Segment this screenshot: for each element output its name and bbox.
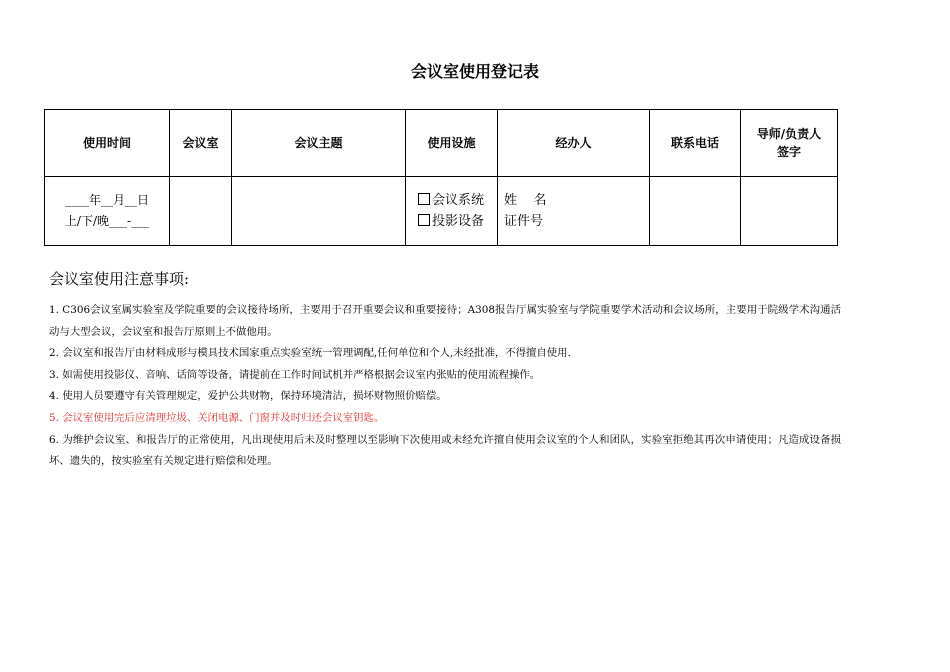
- equipment-option-projector[interactable]: [418, 211, 497, 232]
- header-supervisor-line1: 导师/负责人: [756, 127, 822, 141]
- header-equipment: 使用设施: [406, 110, 498, 177]
- notes-heading: 会议室使用注意事项:: [49, 270, 190, 288]
- registration-table: [44, 109, 838, 246]
- handler-name-label: 姓 名: [504, 193, 547, 208]
- note-item-6: 6. 为维护会议室、和报告厅的正常使用，凡出现使用后未及时整理以至影响下次使用或未经允许擅自使用会议室的个人和团队，实验室拒绝其再次申请使用；凡造成设备损坏、遗失的，按实验室有关规定进行赔偿和处理。: [49, 433, 841, 468]
- note-item-2: 2. 会议室和报告厅由材料成形与模具技术国家重点实验室统一管理调配,任何单位和个人,未经批准，不得擅自使用.: [49, 347, 571, 360]
- handler-id-label: 证件号: [504, 214, 544, 229]
- date-blank: ____年__月__日: [64, 193, 149, 207]
- note-item-1: 1. C306会议室属实验室及学院重要的会议接待场所，主要用于召开重要会议和重要接待；A308报告厅属实验室与学院重要学术活动和会议场所，主要用于院级学术沟通活动与大型会议，会议室和报告厅原则上不做他用。: [49, 304, 841, 338]
- notes-list: [49, 300, 841, 473]
- header-supervisor: [741, 110, 838, 177]
- equipment-option-label: 投影设备: [432, 214, 485, 229]
- topic-field[interactable]: [232, 177, 406, 246]
- checkbox-icon[interactable]: [418, 193, 430, 205]
- equipment-field: [406, 177, 498, 246]
- header-supervisor-line2: 签字: [776, 145, 801, 159]
- handler-field[interactable]: [498, 177, 650, 246]
- table-header-row: [45, 110, 838, 177]
- header-topic: 会议主题: [232, 110, 406, 177]
- checkbox-icon[interactable]: [418, 214, 430, 226]
- phone-field[interactable]: [650, 177, 741, 246]
- room-field[interactable]: [170, 177, 232, 246]
- equipment-option-meeting-system[interactable]: [418, 190, 497, 211]
- period-blank: 上/下/晚___-___: [64, 214, 150, 228]
- time-field[interactable]: [45, 177, 170, 246]
- header-phone: 联系电话: [650, 110, 741, 177]
- header-time: 使用时间: [45, 110, 170, 177]
- header-room: 会议室: [170, 110, 232, 177]
- supervisor-signature-field[interactable]: [741, 177, 838, 246]
- page-title: 会议室使用登记表: [410, 62, 539, 81]
- note-item-3: 3. 如需使用投影仪、音响、话筒等设备，请提前在工作时间试机并严格根据会议室内张贴的使用流程操作。: [49, 368, 541, 381]
- note-item-5-highlight: 5. 会议室使用完后应清理垃圾、关闭电源、门窗并及时归还会议室钥匙。: [49, 411, 385, 424]
- note-item-4: 4. 使用人员要遵守有关管理规定，爱护公共财物，保持环境清洁，损坏财物照价赔偿。: [49, 390, 447, 403]
- equipment-option-label: 会议系统: [432, 193, 485, 208]
- header-handler: 经办人: [498, 110, 650, 177]
- table-row: [45, 177, 838, 246]
